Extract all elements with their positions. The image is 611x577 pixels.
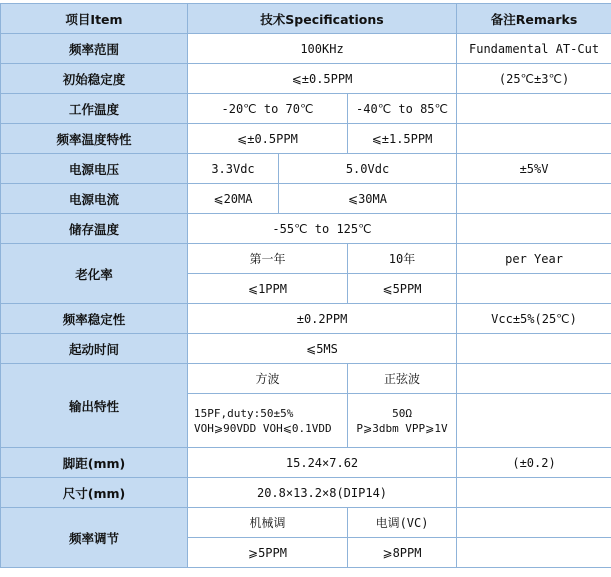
row-label: 频率稳定性: [1, 304, 188, 334]
table-row: [1, 478, 611, 508]
square-wave-line-2: VOH⩾90VDD VOH⩽0.1VDD: [194, 421, 332, 435]
header-item: 项目Item: [1, 4, 188, 34]
cell-col-b: 电调(VC): [348, 508, 457, 538]
table-row: [1, 184, 611, 214]
cell-remark: [457, 214, 611, 244]
cell-value-a: [188, 394, 348, 448]
cell-value: ⩽5MS: [188, 334, 457, 364]
cell-remark: per Year: [457, 244, 611, 274]
cell-value-a: ⩽20MA: [188, 184, 279, 214]
cell-col-a: 方波: [188, 364, 348, 394]
row-label: 电源电流: [1, 184, 188, 214]
table-row: [1, 508, 611, 538]
cell-value-b: ⩽5PPM: [348, 274, 457, 304]
cell-value: ⩽±0.5PPM: [188, 64, 457, 94]
cell-col-b: 10年: [348, 244, 457, 274]
row-label: 起动时间: [1, 334, 188, 364]
table-row: [1, 334, 611, 364]
row-label: 初始稳定度: [1, 64, 188, 94]
cell-remark: Vcc±5%(25℃): [457, 304, 611, 334]
cell-remark: [457, 184, 611, 214]
cell-remark: (25℃±3℃): [457, 64, 611, 94]
cell-remark: [457, 508, 611, 538]
sine-wave-line-1: 50Ω: [392, 406, 412, 420]
cell-remark: [457, 94, 611, 124]
cell-value-a: -20℃ to 70℃: [188, 94, 348, 124]
cell-value: 20.8×13.2×8(DIP14): [188, 478, 457, 508]
row-label: 储存温度: [1, 214, 188, 244]
cell-col-a: 第一年: [188, 244, 348, 274]
cell-remark: [457, 394, 611, 448]
cell-value-b: ⩾8PPM: [348, 538, 457, 568]
cell-value-a: 3.3Vdc: [188, 154, 279, 184]
cell-col-a: 机械调: [188, 508, 348, 538]
table-row: [1, 34, 611, 64]
cell-value-b: 5.0Vdc: [279, 154, 457, 184]
table-row: [1, 124, 611, 154]
header-spec: 技术Specifications: [188, 4, 457, 34]
row-label: 频率温度特性: [1, 124, 188, 154]
cell-col-b: 正弦波: [348, 364, 457, 394]
table-row: [1, 154, 611, 184]
cell-remark: (±0.2): [457, 448, 611, 478]
square-wave-line-1: 15PF,duty:50±5%: [194, 406, 294, 420]
row-label: 工作温度: [1, 94, 188, 124]
cell-value: -55℃ to 125℃: [188, 214, 457, 244]
cell-value-a: ⩽1PPM: [188, 274, 348, 304]
row-label: 频率调节: [1, 508, 188, 568]
cell-value-a: ⩽±0.5PPM: [188, 124, 348, 154]
sine-wave-line-2: P⩾3dbm VPP⩾1V: [356, 421, 448, 435]
cell-value-b: -40℃ to 85℃: [348, 94, 457, 124]
cell-value: 100KHz: [188, 34, 457, 64]
cell-remark: Fundamental AT-Cut: [457, 34, 611, 64]
cell-remark: [457, 334, 611, 364]
cell-remark: [457, 274, 611, 304]
table-row: [1, 64, 611, 94]
cell-remark: [457, 538, 611, 568]
row-label: 频率范围: [1, 34, 188, 64]
cell-value: ±0.2PPM: [188, 304, 457, 334]
cell-remark: ±5%V: [457, 154, 611, 184]
table-row: [1, 94, 611, 124]
row-label: 脚距(mm): [1, 448, 188, 478]
spec-table: [0, 3, 611, 568]
row-label: 尺寸(mm): [1, 478, 188, 508]
table-row: [1, 244, 611, 274]
cell-remark: [457, 364, 611, 394]
table-row: [1, 448, 611, 478]
cell-value-b: ⩽±1.5PPM: [348, 124, 457, 154]
cell-value-b: [348, 394, 457, 448]
row-label: 电源电压: [1, 154, 188, 184]
cell-remark: [457, 124, 611, 154]
row-label: 输出特性: [1, 364, 188, 448]
table-row: [1, 364, 611, 394]
header-row: [1, 4, 611, 34]
header-remarks: 备注Remarks: [457, 4, 611, 34]
table-row: [1, 214, 611, 244]
row-label: 老化率: [1, 244, 188, 304]
cell-value-a: ⩾5PPM: [188, 538, 348, 568]
cell-value-b: ⩽30MA: [279, 184, 457, 214]
cell-value: 15.24×7.62: [188, 448, 457, 478]
cell-remark: [457, 478, 611, 508]
table-row: [1, 304, 611, 334]
